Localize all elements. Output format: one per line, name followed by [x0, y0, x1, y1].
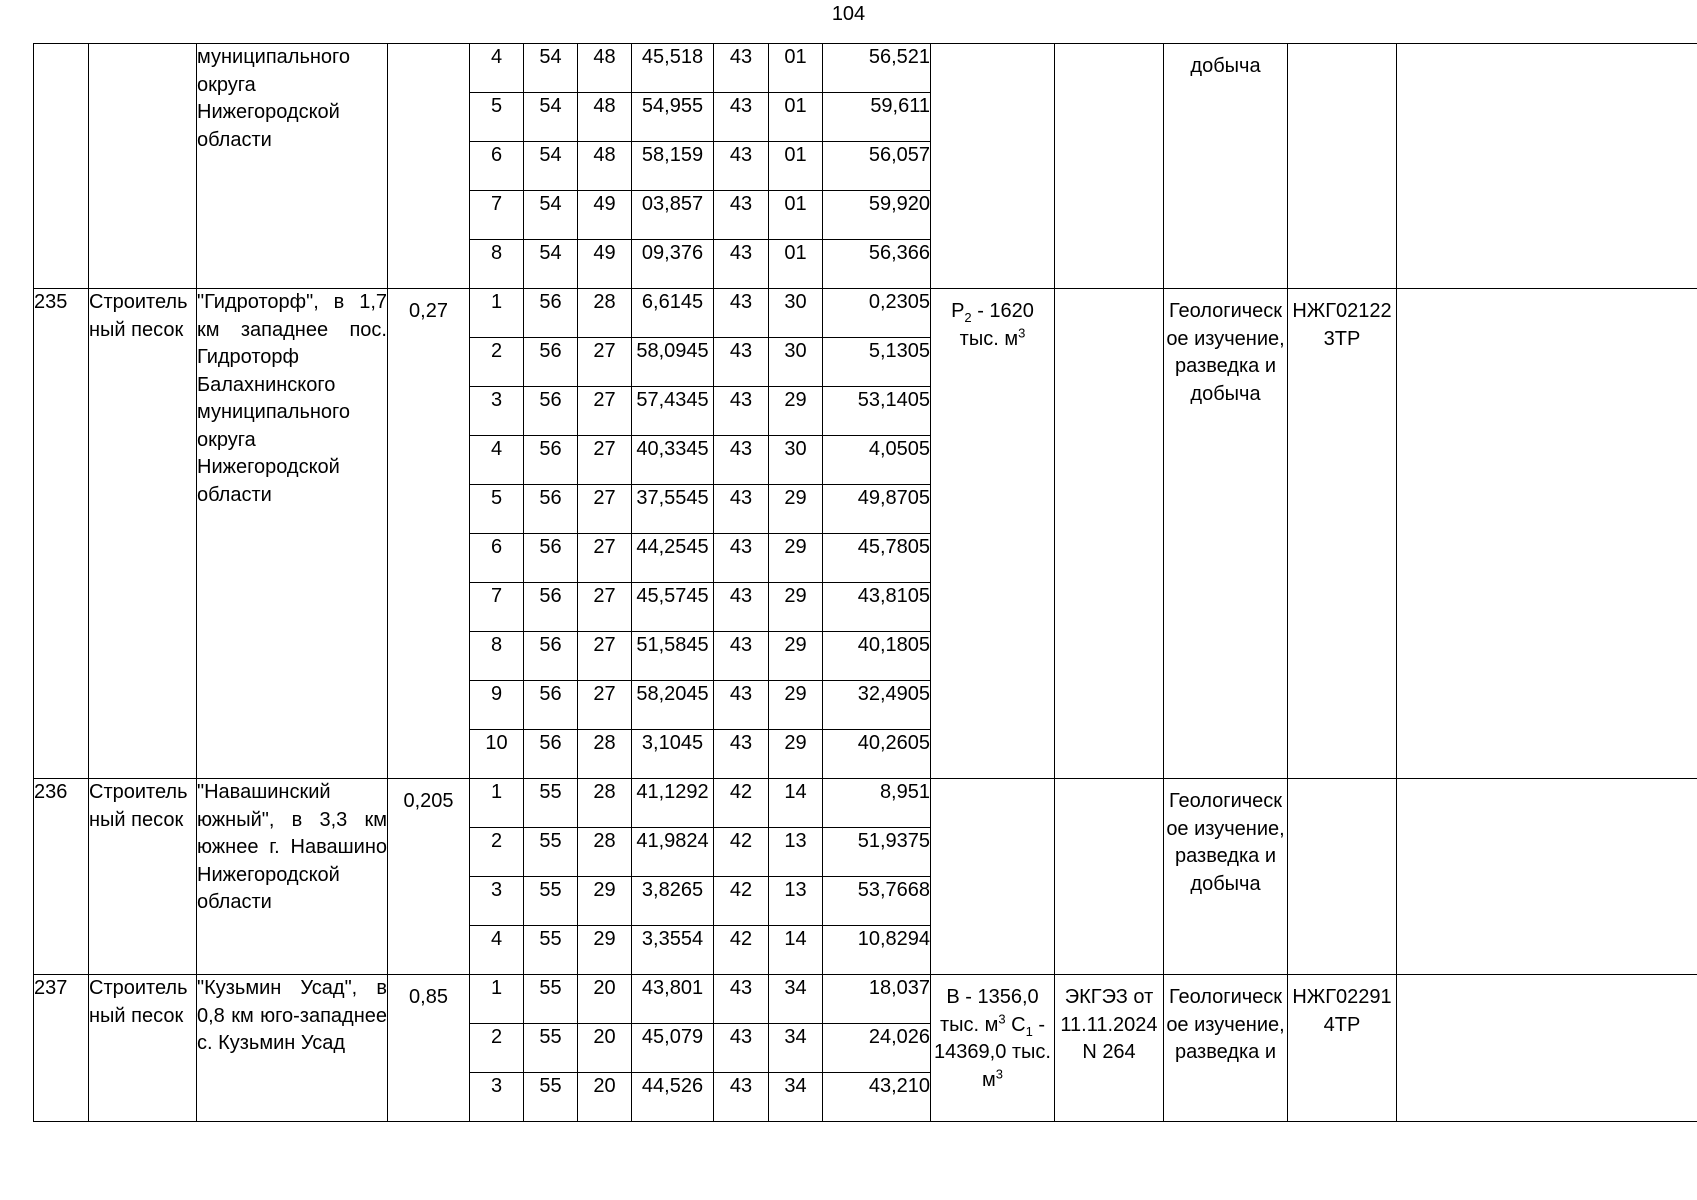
lon-minutes: 29	[769, 632, 823, 681]
lat-minutes: 28	[578, 779, 632, 828]
lat-degrees: 56	[524, 338, 578, 387]
empty-column	[1397, 289, 1697, 779]
lat-seconds: 43,801	[632, 975, 714, 1024]
lon-minutes: 29	[769, 681, 823, 730]
lon-seconds: 0,2305	[823, 289, 931, 338]
plot-number	[34, 44, 89, 289]
plot-location: "Гидроторф", в 1,7 км западнее пос. Гидроторф Балахнинского муниципального округа Нижегородской области	[197, 289, 388, 779]
mineral-type: Строительный песок	[89, 779, 197, 975]
lon-minutes: 29	[769, 583, 823, 632]
reserves	[931, 779, 1055, 975]
lon-degrees: 43	[714, 1073, 769, 1122]
lat-minutes: 20	[578, 1024, 632, 1073]
reserves: $P_2 - 1620$ тыс. $м^3$	[931, 289, 1055, 779]
lon-degrees: 42	[714, 926, 769, 975]
lon-degrees: 43	[714, 485, 769, 534]
lat-minutes: 20	[578, 1073, 632, 1122]
lat-minutes: 48	[578, 44, 632, 93]
lat-degrees: 56	[524, 632, 578, 681]
lat-seconds: 45,5745	[632, 583, 714, 632]
license-number	[1288, 44, 1397, 289]
lat-seconds: 51,5845	[632, 632, 714, 681]
lon-minutes: 01	[769, 44, 823, 93]
subsoil-plots-table	[33, 43, 1697, 1122]
lat-degrees: 56	[524, 485, 578, 534]
table-row	[34, 289, 1697, 338]
empty-column	[1397, 975, 1697, 1122]
lat-seconds: 3,1045	[632, 730, 714, 779]
expertise	[1055, 44, 1164, 289]
lat-degrees: 54	[524, 44, 578, 93]
lat-degrees: 55	[524, 828, 578, 877]
lat-degrees: 55	[524, 1073, 578, 1122]
lon-minutes: 29	[769, 387, 823, 436]
lon-seconds: 43,210	[823, 1073, 931, 1122]
use-purpose: добыча	[1164, 44, 1288, 289]
table-body	[34, 44, 1697, 1122]
lat-degrees: 56	[524, 534, 578, 583]
lat-minutes: 48	[578, 93, 632, 142]
lon-seconds: 51,9375	[823, 828, 931, 877]
lat-seconds: 03,857	[632, 191, 714, 240]
point-number: 4	[470, 926, 524, 975]
point-number: 4	[470, 44, 524, 93]
point-number: 3	[470, 387, 524, 436]
lat-minutes: 20	[578, 975, 632, 1024]
expertise: ЭКГЭЗ от 11.11.2024 N 264	[1055, 975, 1164, 1122]
lon-seconds: 59,920	[823, 191, 931, 240]
use-purpose: Геологическое изучение, разведка и добыча	[1164, 289, 1288, 779]
lon-degrees: 43	[714, 730, 769, 779]
mineral-type: Строительный песок	[89, 289, 197, 779]
point-number: 1	[470, 779, 524, 828]
reserves	[931, 44, 1055, 289]
lat-seconds: 58,0945	[632, 338, 714, 387]
lat-degrees: 55	[524, 1024, 578, 1073]
lon-seconds: 40,2605	[823, 730, 931, 779]
plot-area: 0,205	[388, 779, 470, 975]
mineral-type	[89, 44, 197, 289]
point-number: 7	[470, 191, 524, 240]
lon-minutes: 34	[769, 1024, 823, 1073]
lon-seconds: 43,8105	[823, 583, 931, 632]
use-purpose: Геологическое изучение, разведка и	[1164, 975, 1288, 1122]
lat-minutes: 27	[578, 534, 632, 583]
lat-minutes: 49	[578, 240, 632, 289]
lon-minutes: 01	[769, 191, 823, 240]
lon-seconds: 56,366	[823, 240, 931, 289]
lon-minutes: 30	[769, 338, 823, 387]
lon-minutes: 30	[769, 436, 823, 485]
lon-minutes: 30	[769, 289, 823, 338]
lon-minutes: 14	[769, 779, 823, 828]
plot-location: муниципального округа Нижегородской области	[197, 44, 388, 289]
lon-degrees: 43	[714, 338, 769, 387]
lat-minutes: 27	[578, 338, 632, 387]
lon-degrees: 42	[714, 779, 769, 828]
lat-seconds: 40,3345	[632, 436, 714, 485]
lat-minutes: 29	[578, 877, 632, 926]
point-number: 4	[470, 436, 524, 485]
use-purpose: Геологическое изучение, разведка и добыча	[1164, 779, 1288, 975]
lon-seconds: 4,0505	[823, 436, 931, 485]
lon-degrees: 43	[714, 44, 769, 93]
empty-column	[1397, 779, 1697, 975]
lon-seconds: 59,611	[823, 93, 931, 142]
lat-minutes: 28	[578, 828, 632, 877]
lon-minutes: 29	[769, 730, 823, 779]
point-number: 6	[470, 142, 524, 191]
lat-seconds: 37,5545	[632, 485, 714, 534]
lon-seconds: 49,8705	[823, 485, 931, 534]
lon-minutes: 34	[769, 975, 823, 1024]
lat-degrees: 54	[524, 191, 578, 240]
lon-seconds: 53,1405	[823, 387, 931, 436]
reserves: B - 1356,0 тыс. $м^3$ $C_1 - 14369,0$ тыс. $м^3$	[931, 975, 1055, 1122]
lon-degrees: 43	[714, 681, 769, 730]
lat-seconds: 57,4345	[632, 387, 714, 436]
lon-minutes: 13	[769, 877, 823, 926]
point-number: 2	[470, 338, 524, 387]
lat-seconds: 3,3554	[632, 926, 714, 975]
lon-minutes: 29	[769, 534, 823, 583]
lat-seconds: 09,376	[632, 240, 714, 289]
lat-degrees: 55	[524, 877, 578, 926]
lat-minutes: 27	[578, 436, 632, 485]
lon-minutes: 13	[769, 828, 823, 877]
lat-degrees: 54	[524, 93, 578, 142]
lon-seconds: 56,057	[823, 142, 931, 191]
lon-degrees: 42	[714, 877, 769, 926]
point-number: 8	[470, 632, 524, 681]
lat-minutes: 27	[578, 632, 632, 681]
lat-degrees: 56	[524, 436, 578, 485]
lon-seconds: 5,1305	[823, 338, 931, 387]
lon-minutes: 34	[769, 1073, 823, 1122]
point-number: 2	[470, 1024, 524, 1073]
lat-seconds: 54,955	[632, 93, 714, 142]
lat-minutes: 28	[578, 289, 632, 338]
table-row	[34, 975, 1697, 1024]
mineral-type: Строительный песок	[89, 975, 197, 1122]
point-number: 10	[470, 730, 524, 779]
plot-number: 237	[34, 975, 89, 1122]
page-number: 104	[831, 3, 866, 25]
lon-degrees: 43	[714, 289, 769, 338]
plot-area: 0,27	[388, 289, 470, 779]
lat-degrees: 56	[524, 387, 578, 436]
lon-degrees: 43	[714, 583, 769, 632]
lon-degrees: 43	[714, 387, 769, 436]
lon-degrees: 43	[714, 142, 769, 191]
lon-seconds: 24,026	[823, 1024, 931, 1073]
lon-seconds: 10,8294	[823, 926, 931, 975]
lon-minutes: 01	[769, 240, 823, 289]
lon-minutes: 01	[769, 93, 823, 142]
point-number: 5	[470, 485, 524, 534]
lat-minutes: 27	[578, 583, 632, 632]
lat-minutes: 28	[578, 730, 632, 779]
lat-minutes: 27	[578, 681, 632, 730]
lon-degrees: 42	[714, 828, 769, 877]
point-number: 1	[470, 289, 524, 338]
lat-minutes: 27	[578, 387, 632, 436]
point-number: 2	[470, 828, 524, 877]
lat-degrees: 55	[524, 779, 578, 828]
license-number: НЖГ021223ТР	[1288, 289, 1397, 779]
lat-degrees: 54	[524, 240, 578, 289]
lon-seconds: 8,951	[823, 779, 931, 828]
lat-degrees: 55	[524, 975, 578, 1024]
point-number: 9	[470, 681, 524, 730]
lon-degrees: 43	[714, 975, 769, 1024]
plot-number: 235	[34, 289, 89, 779]
lat-minutes: 49	[578, 191, 632, 240]
lat-seconds: 58,159	[632, 142, 714, 191]
lon-seconds: 18,037	[823, 975, 931, 1024]
table-row	[34, 779, 1697, 828]
plot-location: "Навашинский южный", в 3,3 км южнее г. Навашино Нижегородской области	[197, 779, 388, 975]
table-row	[34, 44, 1697, 93]
lat-seconds: 44,526	[632, 1073, 714, 1122]
lon-degrees: 43	[714, 93, 769, 142]
lon-seconds: 32,4905	[823, 681, 931, 730]
expertise	[1055, 779, 1164, 975]
point-number: 1	[470, 975, 524, 1024]
lon-seconds: 56,521	[823, 44, 931, 93]
empty-column	[1397, 44, 1697, 289]
lat-degrees: 56	[524, 583, 578, 632]
license-number: НЖГ022914ТР	[1288, 975, 1397, 1122]
lat-degrees: 55	[524, 926, 578, 975]
lat-degrees: 56	[524, 681, 578, 730]
lon-degrees: 43	[714, 240, 769, 289]
expertise	[1055, 289, 1164, 779]
lat-seconds: 45,079	[632, 1024, 714, 1073]
lat-seconds: 44,2545	[632, 534, 714, 583]
lat-seconds: 6,6145	[632, 289, 714, 338]
lon-degrees: 43	[714, 1024, 769, 1073]
lat-seconds: 45,518	[632, 44, 714, 93]
point-number: 7	[470, 583, 524, 632]
lon-minutes: 01	[769, 142, 823, 191]
point-number: 5	[470, 93, 524, 142]
lon-degrees: 43	[714, 534, 769, 583]
plot-number: 236	[34, 779, 89, 975]
lon-seconds: 53,7668	[823, 877, 931, 926]
lat-seconds: 3,8265	[632, 877, 714, 926]
lat-minutes: 29	[578, 926, 632, 975]
point-number: 3	[470, 877, 524, 926]
lon-degrees: 43	[714, 632, 769, 681]
lat-degrees: 56	[524, 730, 578, 779]
lat-degrees: 56	[524, 289, 578, 338]
point-number: 6	[470, 534, 524, 583]
lon-degrees: 43	[714, 191, 769, 240]
lon-minutes: 29	[769, 485, 823, 534]
lat-degrees: 54	[524, 142, 578, 191]
lat-minutes: 27	[578, 485, 632, 534]
lat-seconds: 58,2045	[632, 681, 714, 730]
lat-seconds: 41,9824	[632, 828, 714, 877]
lon-seconds: 40,1805	[823, 632, 931, 681]
lat-minutes: 48	[578, 142, 632, 191]
lon-minutes: 14	[769, 926, 823, 975]
lon-degrees: 43	[714, 436, 769, 485]
point-number: 8	[470, 240, 524, 289]
point-number: 3	[470, 1073, 524, 1122]
plot-area	[388, 44, 470, 289]
plot-location: "Кузьмин Усад", в 0,8 км юго-западнее с. Кузьмин Усад	[197, 975, 388, 1122]
plot-area: 0,85	[388, 975, 470, 1122]
license-number	[1288, 779, 1397, 975]
lat-seconds: 41,1292	[632, 779, 714, 828]
lon-seconds: 45,7805	[823, 534, 931, 583]
